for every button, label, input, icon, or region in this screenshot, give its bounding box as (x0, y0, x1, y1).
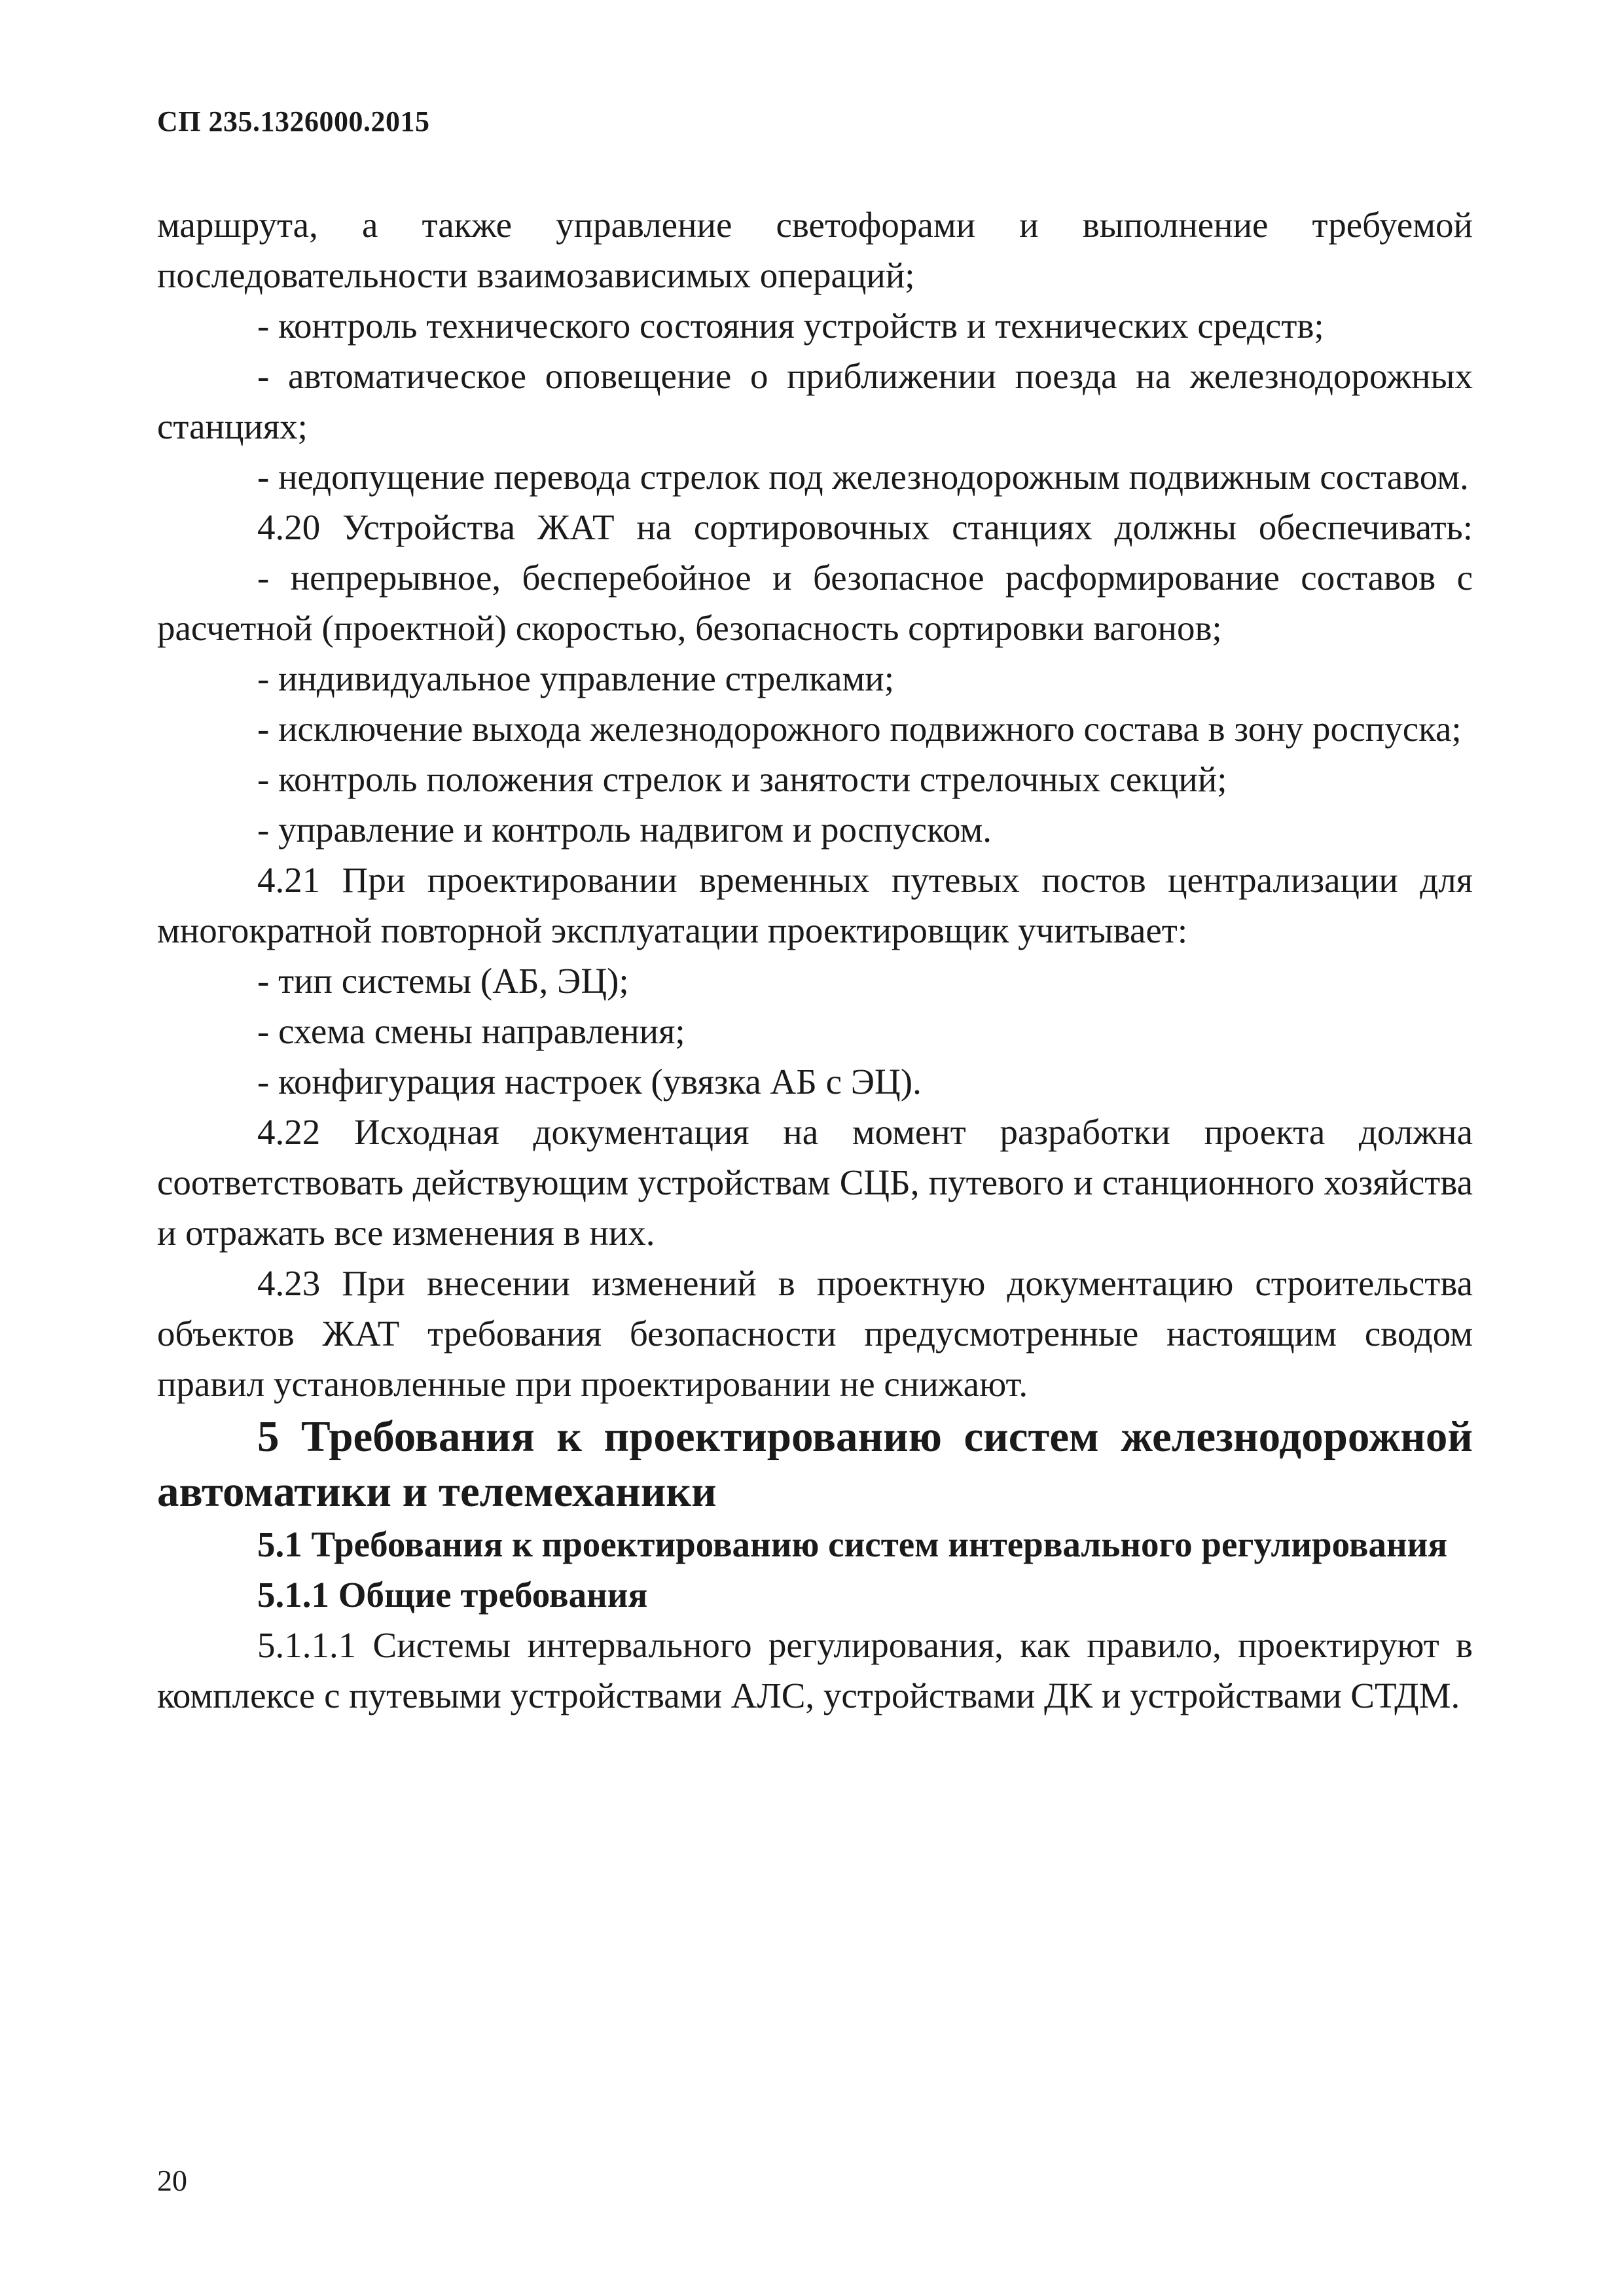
list-item: - исключение выхода железнодорожного подвижного состава в зону роспуска; (257, 709, 1462, 749)
list-item: - управление и контроль надвигом и роспуском. (257, 810, 992, 850)
clause-4-23: 4.23 При внесении изменений в проектную документацию строительства объектов ЖАТ требования безопасности предусмотренные настоящим сводом правил установленные при проектировании не снижают. (157, 1263, 1473, 1404)
clause-4-20: 4.20 Устройства ЖАТ на сортировочных станциях должны обеспечивать: (257, 507, 1473, 547)
clause-5-1-1-1: 5.1.1.1 Системы интервального регулирования, как правило, проектируют в комплексе с путевыми устройствами АЛС, устройствами ДК и устройствами СТДМ. (157, 1625, 1473, 1715)
clause-4-21: 4.21 При проектировании временных путевых постов централизации для многократной повторной эксплуатации проектировщик учитывает: (157, 860, 1473, 950)
list-item: - схема смены направления; (257, 1011, 685, 1051)
list-item: - контроль технического состояния устройств и технических средств; (257, 306, 1324, 346)
paragraph-route-control: маршрута, а также управление светофорами и выполнение требуемой последовательности взаимозависимых операций; (157, 205, 1473, 295)
list-item: - тип системы (АБ, ЭЦ); (257, 961, 629, 1001)
list-item: - недопущение перевода стрелок под железнодорожным подвижным составом. (257, 457, 1469, 497)
list-item: - индивидуальное управление стрелками; (257, 658, 894, 698)
subsection-5-1-heading: 5.1 Требования к проектированию систем интервального регулирования (257, 1524, 1448, 1564)
subsection-5-1-1-heading: 5.1.1 Общие требования (257, 1575, 648, 1615)
body-text (157, 200, 1473, 1721)
list-item: - конфигурация настроек (увязка АБ с ЭЦ). (257, 1062, 922, 1102)
list-item: - непрерывное, бесперебойное и безопасное расформирование составов с расчетной (проектной) скоростью, безопасность сортировки вагонов; (157, 558, 1473, 648)
page-number: 20 (157, 2164, 187, 2197)
list-item: - контроль положения стрелок и занятости стрелочных секций; (257, 759, 1227, 799)
list-item: - автоматическое оповещение о приближении поезда на железнодорожных станциях; (157, 356, 1473, 446)
section-5-heading: 5 Требования к проектированию систем железнодорожной автоматики и телемеханики (157, 1412, 1473, 1516)
clause-4-22: 4.22 Исходная документация на момент разработки проекта должна соответствовать действующим устройствам СЦБ, путевого и станционного хозяйства и отражать все изменения в них. (157, 1112, 1473, 1253)
document-code-header: СП 235.1326000.2015 (157, 105, 430, 137)
